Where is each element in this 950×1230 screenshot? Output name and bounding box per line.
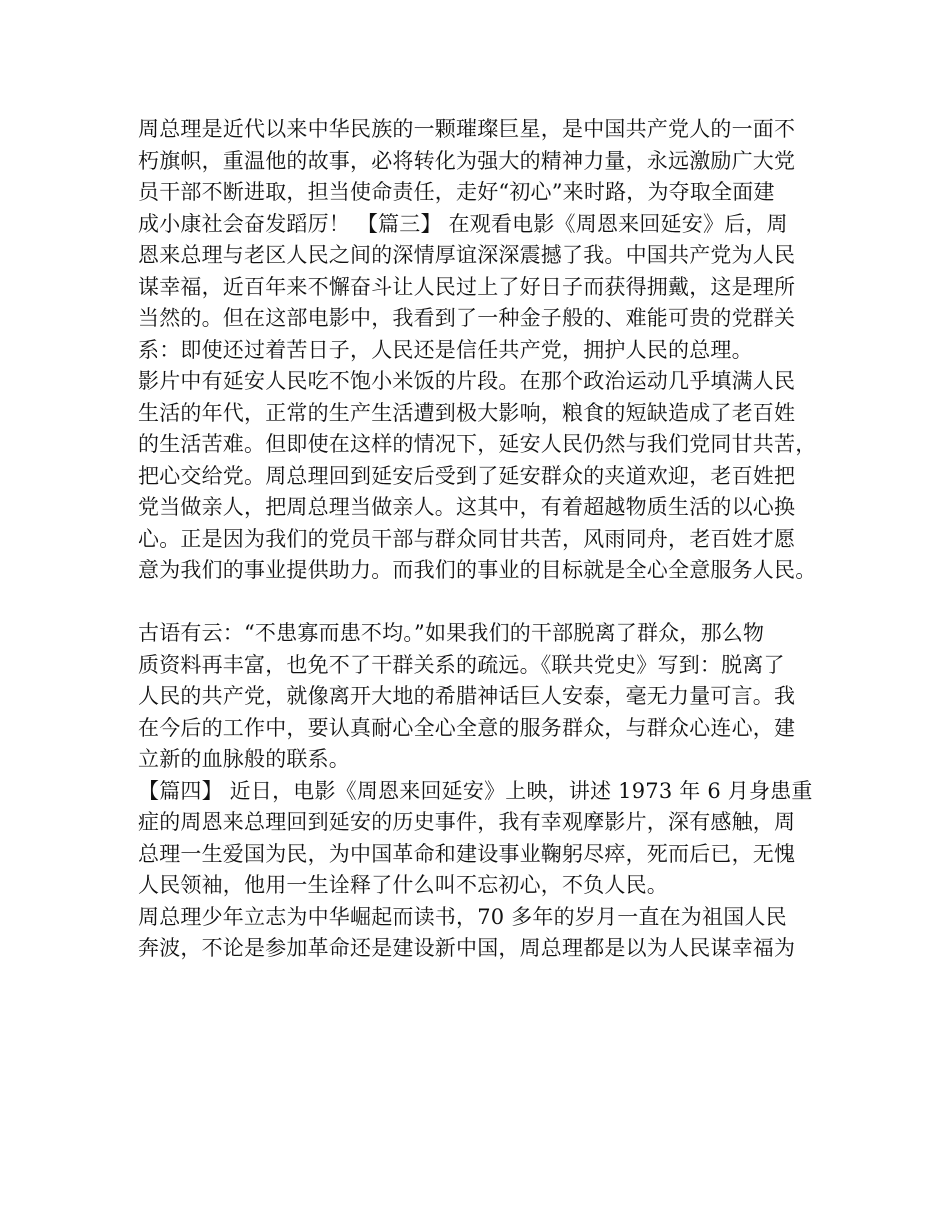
text-line: 人民的共产党，就像离开大地的希腊神话巨人安泰，毫无力量可言。我 [138, 684, 796, 708]
text-line: 员干部不断进取，担当使命责任，走好“初心”来时路，为夺取全面建 [138, 180, 775, 204]
body-text [138, 114, 838, 965]
text-line: 古语有云：“不患寡而患不均。”如果我们的干部脱离了群众，那么物 [138, 621, 765, 645]
text-line: 把心交给党。周总理回到延安后受到了延安群众的夹道欢迎，老百姓把 [138, 463, 796, 488]
text-line: 人民领袖，他用一生诠释了什么叫不忘初心，不负人民。 [138, 873, 668, 897]
text-line: 谋幸福，近百年来不懈奋斗让人民过上了好日子而获得拥戴，这是理所 [138, 274, 796, 299]
text-line: 系：即使还过着苦日子，人民还是信任共产党，拥护人民的总理。 [138, 337, 753, 362]
text-line: 党当做亲人，把周总理当做亲人。这其中，有着超越物质生活的以心换 [138, 495, 796, 519]
text-line: 生活的年代，正常的生产生活遭到极大影响，粮食的短缺造成了老百姓 [138, 400, 796, 425]
text-line: 影片中有延安人民吃不饱小米饭的片段。在那个政治运动几乎填满人民 [138, 369, 796, 393]
text-line: 的生活苦难。但即使在这样的情况下，延安人民仍然与我们党同甘共苦， [138, 432, 817, 456]
text-line: 【篇四】 近日，电影《周恩来回延安》上映，讲述 1973 年 6 月身患重 [138, 778, 813, 803]
text-line: 在今后的工作中，要认真耐心全心全意的服务群众，与群众心连心，建 [138, 715, 796, 740]
text-line: 成小康社会奋发蹈厉！ 【篇三】 在观看电影《周恩来回延安》后，周 [138, 211, 788, 236]
text-line: 质资料再丰富，也免不了干群关系的疏远。《联共党史》写到：脱离了 [138, 652, 785, 677]
text-line: 奔波，不论是参加革命还是建设新中国，周总理都是以为人民谋幸福为 [138, 936, 796, 960]
text-line: 当然的。但在这部电影中，我看到了一种金子般的、难能可贵的党群关 [138, 306, 796, 330]
text-line: 症的周恩来总理回到延安的历史事件，我有幸观摩影片，深有感触，周 [138, 810, 796, 834]
text-line: 周总理少年立志为中华崛起而读书，70 多年的岁月一直在为祖国人民 [138, 904, 787, 929]
text-line: 恩来总理与老区人民之间的深情厚谊深深震撼了我。中国共产党为人民 [138, 243, 796, 267]
text-line: 总理一生爱国为民，为中国革命和建设事业鞠躬尽瘁，死而后已，无愧 [138, 841, 796, 866]
text-line: 立新的血脉般的联系。 [138, 747, 350, 771]
text-line: 周总理是近代以来中华民族的一颗璀璨巨星，是中国共产党人的一面不 [138, 117, 796, 141]
text-line: 朽旗帜，重温他的故事，必将转化为强大的精神力量，永远激励广大党 [138, 148, 796, 173]
text-line: 心。正是因为我们的党员干部与群众同甘共苦，风雨同舟，老百姓才愿 [138, 526, 796, 551]
blank-line [138, 587, 838, 619]
text-line: 意为我们的事业提供助力。而我们的事业的目标就是全心全意服务人民。 [138, 558, 817, 582]
